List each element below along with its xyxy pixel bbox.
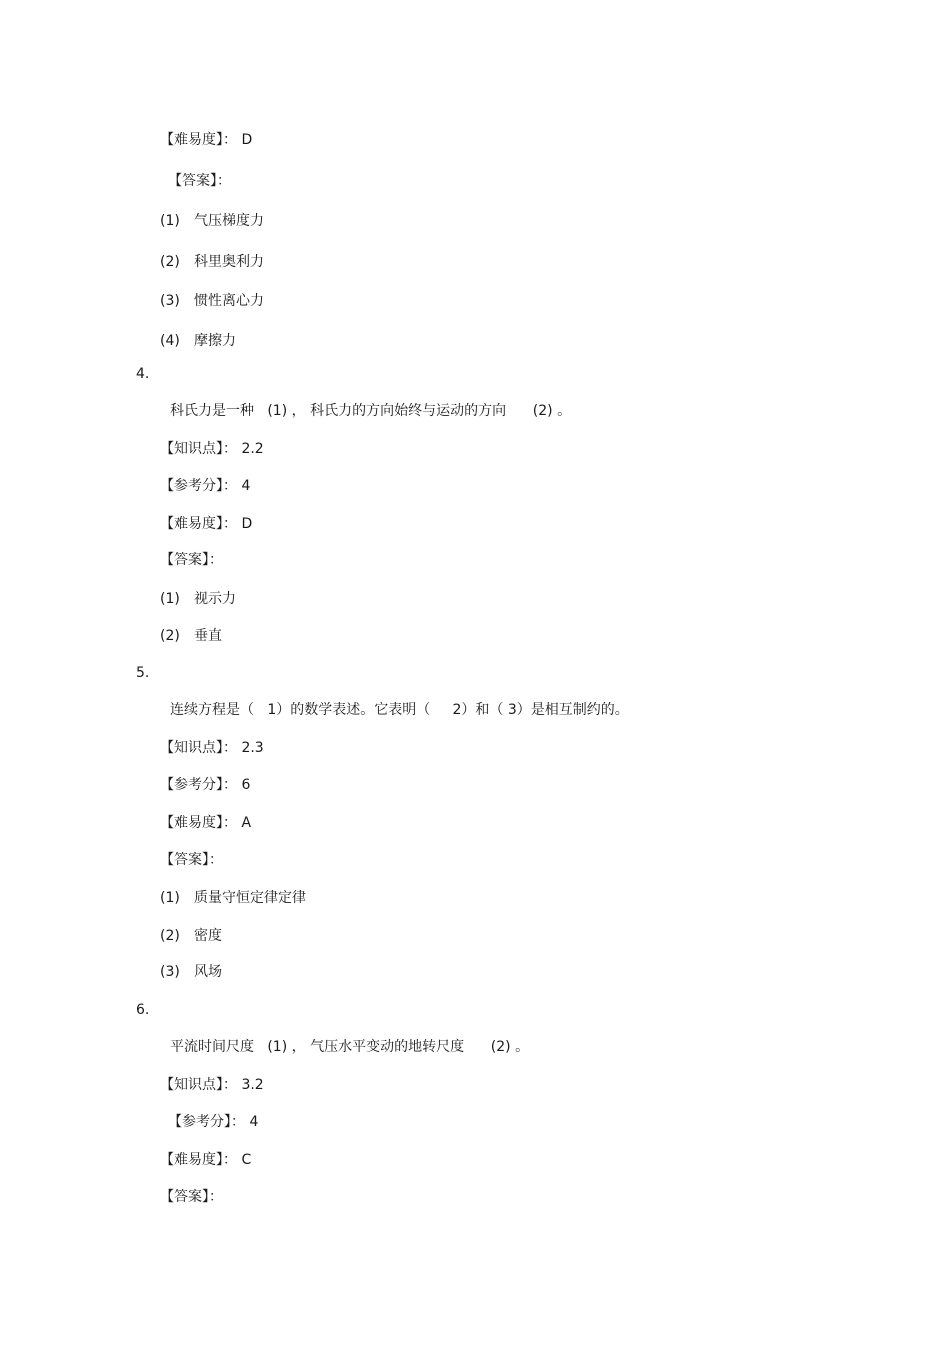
option-number: (1) [160, 890, 180, 906]
answer-label: 【答案】： [160, 852, 223, 868]
option-number: (2) [160, 254, 180, 270]
option-number: (1) [160, 591, 180, 607]
option-text: 风场 [194, 964, 222, 980]
difficulty-label: 【难易度】： C [160, 1152, 252, 1168]
option-text: 垂直 [194, 628, 222, 644]
option-text: 视示力 [194, 591, 236, 607]
question-stem: 连续方程是（ 1）的数学表述。它表明（ 2）和（ 3）是相互制约的。 [170, 702, 629, 718]
question-stem: 平流时间尺度 (1) ， 气压水平变动的地转尺度 (2) 。 [170, 1039, 530, 1055]
knowledge-point: 【知识点】： 2.2 [160, 441, 264, 457]
option-text: 科里奥利力 [194, 254, 264, 270]
question-number: 5. [136, 665, 150, 681]
option-text: 气压梯度力 [194, 213, 264, 229]
option-number: (2) [160, 628, 180, 644]
question-number: 6. [136, 1002, 150, 1018]
option-text: 惯性离心力 [194, 293, 264, 309]
answer-label: 【答案】： [160, 552, 223, 568]
question-number: 4. [136, 366, 150, 382]
option-number: (4) [160, 333, 180, 349]
difficulty-label: 【难易度】： D [160, 516, 253, 532]
knowledge-point: 【知识点】： 2.3 [160, 740, 264, 756]
reference-score: 【参考分】： 6 [160, 777, 251, 793]
option-text: 摩擦力 [194, 333, 236, 349]
option-number: (3) [160, 293, 180, 309]
option-number: (2) [160, 928, 180, 944]
answer-label: 【答案】： [168, 173, 231, 189]
difficulty-label: 【难易度】： D [160, 132, 253, 148]
reference-score: 【参考分】： 4 [168, 1114, 259, 1130]
option-text: 密度 [194, 928, 222, 944]
option-number: (1) [160, 213, 180, 229]
option-text: 质量守恒定律定律 [194, 890, 306, 906]
answer-label: 【答案】： [160, 1189, 223, 1205]
knowledge-point: 【知识点】： 3.2 [160, 1077, 264, 1093]
reference-score: 【参考分】： 4 [160, 478, 251, 494]
difficulty-label: 【难易度】： A [160, 815, 252, 831]
option-number: (3) [160, 964, 180, 980]
question-stem: 科氏力是一种 (1) ， 科氏力的方向始终与运动的方向 (2) 。 [170, 403, 572, 419]
